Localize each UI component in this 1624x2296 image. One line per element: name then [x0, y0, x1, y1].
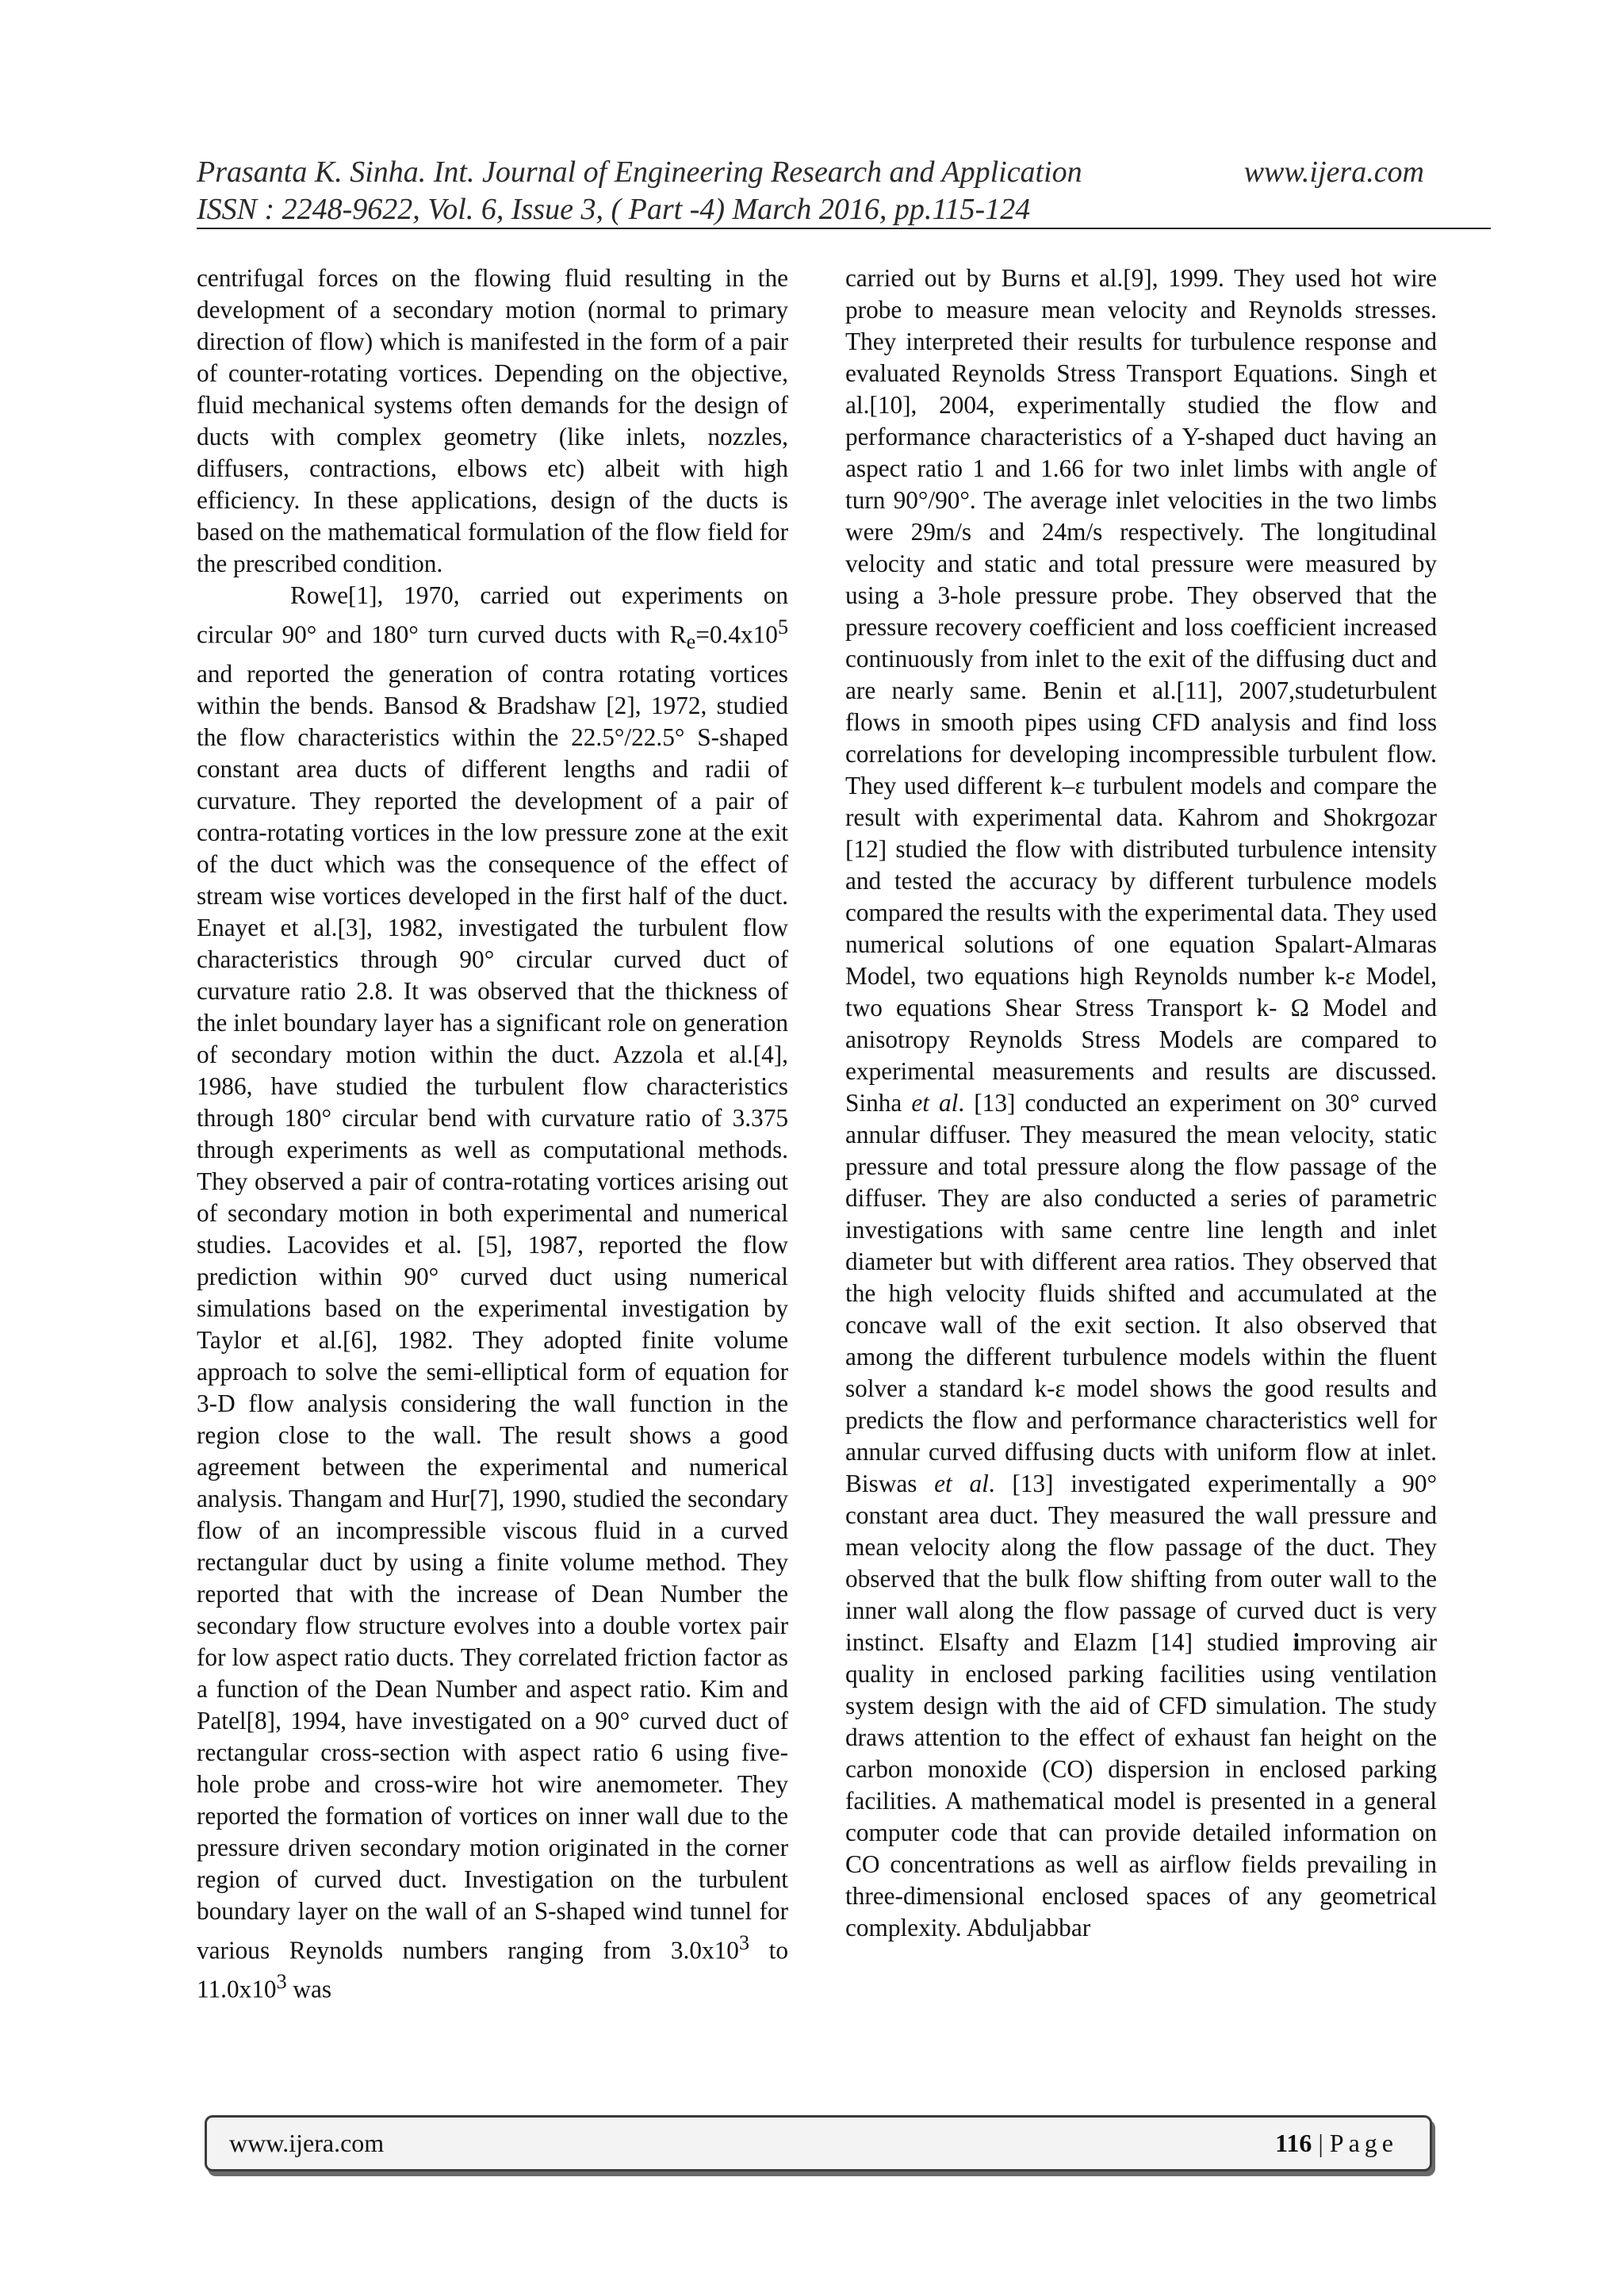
text-run: and reported the generation of contra rotating vortices within the bends. Bansod & Bradshaw [2], 1972, studied the flow characteristics within the 22.5°/22.5° S-shaped constant area ducts of different lengths and radii of curvature. They reported the development of a pair of contra-rotating vortices in the low pressure zone at the exit of the duct which was the consequence of the effect of stream wise vortices developed in the first half of the duct. Enayet et al.[3], 1982, investigated the turbulent flow characteristics through 90° circular curved duct of curvature ratio 2.8. It was observed that the thickness of the inlet boundary layer has a significant role on generation of secondary motion within the duct. Azzola et al.[4], 1986, have studied the turbulent flow characteristics through 180° circular bend with curvature ratio of 3.375 through experiments as well as computational methods. They observed a pair of contra-rotating vortices arising out of secondary motion in both experimental and numerical studies. Lacovides et al. [5], 1987, reported the flow prediction within 90° curved duct using numerical simulations based on the experimental investigation by Taylor et al.[6], 1982. They adopted finite volume approach to solve the semi-elliptical form of equation for 3-D flow analysis considering the wall function in the region close to the wall. The result shows a good agreement between the experimental and numerical analysis. Thangam and Hur[7], 1990, studied the secondary flow of an incompressible viscous fluid in a curved rectangular duct by using a finite volume method. They reported that with the increase of Dean Number the secondary flow structure evolves into a double vortex pair for low aspect ratio ducts. They correlated friction factor as a function of the Dean Number and aspect ratio. Kim and Patel[8], 1994, have investigated on a 90° curved duct of rectangular cross-section with aspect ratio 6 using five-hole probe and cross-wire hot wire anemometer. They reported the formation of vortices on inner wall due to the pressure driven secondary motion originated in the corner region of curved duct. Investigation on the turbulent boundary layer on the wall of an S-shaped wind tunnel for various Reynolds numbers ranging from 3.0x10: [197, 659, 788, 1964]
text-run: Rowe[1], 1970, carried out experiments on circular 90° and 180° turn curved ducts with R: [197, 581, 788, 649]
page-separator: |: [1312, 2129, 1330, 2157]
header-divider: [197, 228, 1491, 229]
text-run: . [13] investigated experimentally a 90° constant area duct. They measured the wall pressure and mean velocity along the flow passage of the duct. They observed that the bulk flow shifting from outer wall to the inner wall along the flow passage of curved duct is very instinct. Elsafty and Elazm [14] studied: [845, 1470, 1437, 1656]
page-footer: [205, 2115, 1432, 2171]
text-run: was: [286, 1975, 332, 2003]
subscript: e: [686, 630, 696, 654]
paragraph: centrifugal forces on the flowing fluid resulting in the development of a secondary motion (normal to primary direction of flow) which is manifested in the form of a pair of counter-rotating vortices. Depending on the objective, fluid mechanical systems often demands for the design of ducts with complex geometry (like inlets, nozzles, diffusers, contractions, elbows etc) albeit with high efficiency. In these applications, design of the ducts is based on the mathematical formulation of the flow field for the prescribed condition.: [197, 264, 788, 577]
page-label: Page: [1329, 2129, 1398, 2157]
italic-text: et al: [934, 1470, 989, 1497]
right-column: [845, 263, 1437, 1944]
bold-text: i: [1293, 1628, 1300, 1656]
text-run: carried out by Burns et al.[9], 1999. They used hot wire probe to measure mean velocity and Reynolds stresses. They interpreted their results for turbulence response and evaluated Reynolds Stress Transport Equations. Singh et al.[10], 2004, experimentally studied the flow and performance characteristics of a Y-shaped duct having an aspect ratio 1 and 1.66 for two inlet limbs with angle of turn 90°/90°. The average inlet velocities in the two limbs were 29m/s and 24m/s respectively. The longitudinal velocity and static and total pressure were measured by using a 3-hole pressure probe. They observed that the pressure recovery coefficient and loss coefficient increased continuously from inlet to the exit of the diffusing duct and are nearly same. Benin et al.[11], 2007,studeturbulent flows in smooth pipes using CFD analysis and find loss correlations for developing incompressible turbulent flow. They used different k–ε turbulent models and compare the result with experimental data. Kahrom and Shokrgozar [12] studied the flow with distributed turbulence intensity and tested the accuracy by different turbulence models compared the results with the experimental data. They used numerical solutions of one equation Spalart-Almaras Model, two equations high Reynolds number k-ε Model, two equations Shear Stress Transport k- Ω Model and anisotropy Reynolds Stress Models are compared to experimental measurements and results are discussed. Sinha: [845, 264, 1437, 1117]
page-number: 116: [1275, 2129, 1312, 2157]
text-run: to 11.0x10: [197, 1936, 789, 2003]
text-run: =0.4x10: [695, 620, 778, 649]
journal-website[interactable]: www.ijera.com: [1243, 155, 1424, 189]
superscript: 3: [738, 1930, 749, 1954]
running-header: [197, 154, 1424, 228]
superscript: 3: [276, 1970, 287, 1994]
page-indicator: [1275, 2129, 1398, 2158]
text-run: mproving air quality in enclosed parking facilities using ventilation system design with the aid of CFD simulation. The study draws attention to the effect of exhaust fan height on the carbon monoxide (CO) dispersion in enclosed parking facilities. A mathematical model is presented in a general computer code that can provide detailed information on CO concentrations as well as airflow fields prevailing in three-dimensional enclosed spaces of any geometrical complexity. Abduljabbar: [845, 1628, 1437, 1941]
paragraph: [197, 580, 788, 2006]
footer-website[interactable]: www.ijera.com: [229, 2129, 385, 2157]
journal-citation: Prasanta K. Sinha. Int. Journal of Engineering Research and Application: [197, 155, 1082, 189]
italic-text: et al: [911, 1089, 959, 1117]
left-column: [197, 263, 788, 2006]
issn-line: ISSN : 2248-9622, Vol. 6, Issue 3, ( Part -4) March 2016, pp.115-124: [197, 193, 1031, 226]
text-run: . [13] conducted an experiment on 30° curved annular diffuser. They measured the mean velocity, static pressure and total pressure along the flow passage of the diffuser. They are also conducted a series of parametric investigations with same centre line length and inlet diameter but with different area ratios. They observed that the high velocity fluids shifted and accumulated at the concave wall of the exit section. It also observed that among the different turbulence models within the fluent solver a standard k-ε model shows the good results and predicts the flow and performance characteristics well for annular curved diffusing ducts with uniform flow at inlet. Biswas: [845, 1089, 1437, 1497]
paragraph: [845, 263, 1437, 1944]
superscript: 5: [777, 615, 788, 638]
